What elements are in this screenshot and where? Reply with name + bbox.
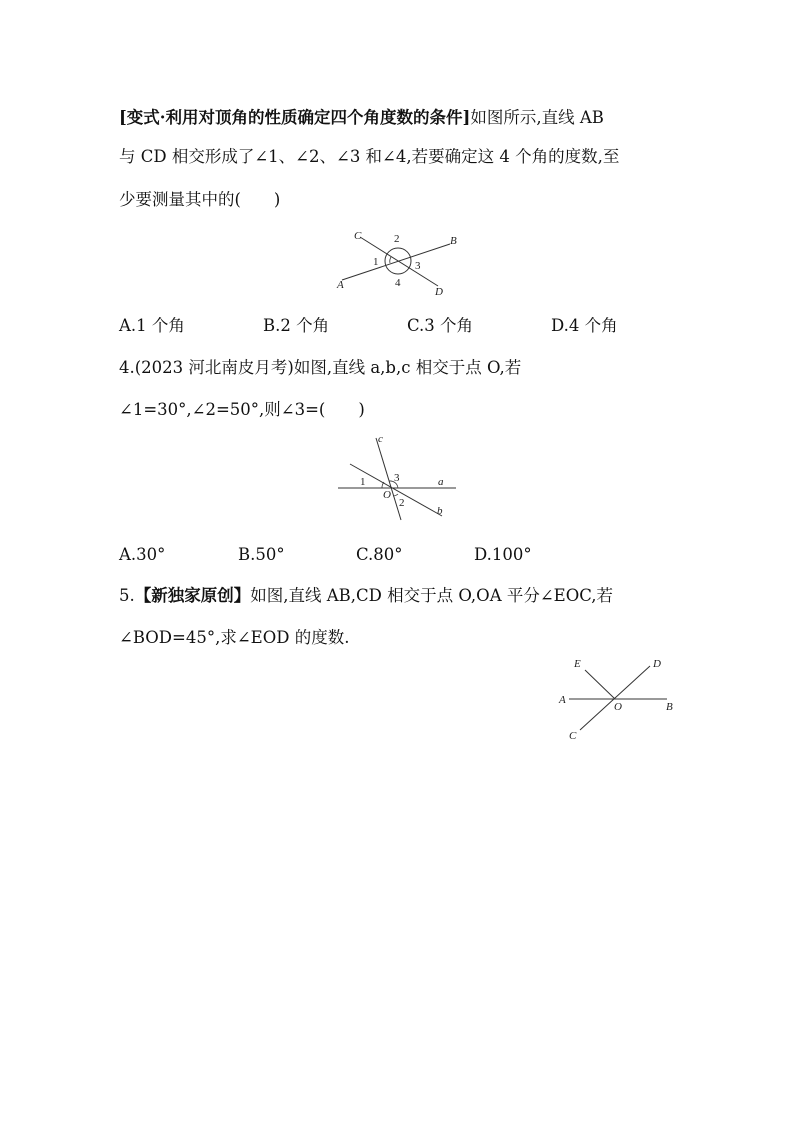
label-3: 3: [415, 260, 421, 272]
q3-line-1-text: 如图所示,直线 AB: [470, 108, 604, 127]
line-ab: [342, 244, 450, 280]
q5-number: 5.: [119, 586, 135, 605]
q3-option-c: C.3 个角: [407, 316, 474, 335]
q3-tag: [变式·利用对顶角的性质确定四个角度数的条件]: [119, 108, 471, 127]
q4-line-2: ∠1=30°,∠2=50°,则∠3=( ): [119, 400, 365, 419]
label-4: 4: [395, 277, 401, 289]
label-a: a: [438, 476, 444, 488]
label-O: O: [383, 489, 391, 501]
ray-oe: [585, 670, 615, 699]
label-A: A: [559, 694, 566, 706]
q3-option-d: D.4 个角: [551, 316, 618, 335]
label-B: B: [666, 701, 673, 713]
label-1: 1: [360, 476, 366, 488]
q4-option-d: D.100°: [474, 545, 532, 564]
q3-line-2: 与 CD 相交形成了∠1、∠2、∠3 和∠4,若要确定这 4 个角的度数,至: [119, 147, 620, 166]
q5-line-1: [119, 584, 613, 608]
label-O: O: [614, 701, 622, 713]
label-3: 3: [394, 472, 400, 484]
q4-option-a: A.30°: [119, 545, 166, 564]
q5-tag: 【新独家原创】: [134, 586, 251, 605]
label-C: C: [354, 230, 362, 242]
q5-figure: [555, 653, 681, 745]
label-C: C: [569, 730, 577, 742]
label-b: b: [437, 505, 443, 517]
label-1: 1: [373, 256, 379, 268]
angle-1-arc: [390, 257, 391, 263]
label-c: c: [378, 433, 383, 445]
label-B: B: [450, 235, 457, 247]
q3-line-3: 少要测量其中的( ): [119, 190, 281, 209]
q3-option-a: A.1 个角: [119, 316, 185, 335]
label-D: D: [653, 658, 661, 670]
label-D: D: [435, 286, 443, 298]
q3-option-b: B.2 个角: [263, 316, 330, 335]
label-2: 2: [399, 497, 405, 509]
q5-line-1-text: 如图,直线 AB,CD 相交于点 O,OA 平分∠EOC,若: [250, 586, 614, 605]
q4-figure: [334, 432, 460, 522]
label-E: E: [574, 658, 581, 670]
q3-figure: [330, 225, 470, 300]
q4-option-b: B.50°: [238, 545, 285, 564]
q3-line-1: [119, 106, 604, 130]
q4-option-c: C.80°: [356, 545, 403, 564]
label-A: A: [337, 279, 344, 291]
label-2: 2: [394, 233, 400, 245]
q5-line-2: ∠BOD=45°,求∠EOD 的度数.: [119, 628, 350, 647]
angle-1-arc: [382, 482, 384, 488]
q4-line-1: 4.(2023 河北南皮月考)如图,直线 a,b,c 相交于点 O,若: [119, 358, 522, 377]
